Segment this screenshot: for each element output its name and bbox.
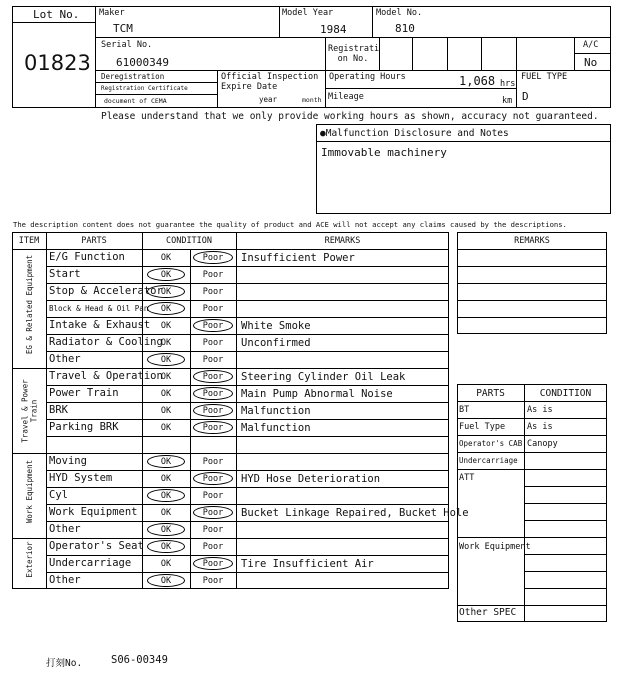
remark-text: Bucket Linkage Repaired, Bucket Hole [241,507,469,519]
group-rule [12,538,449,539]
group-label: EG & Related Equipment [24,254,34,354]
model-no-label: Model No. [376,8,423,18]
ok-option: OK [160,525,172,535]
remarks-rule [457,249,607,250]
parts-rule [457,435,607,436]
ok-circle-mark [147,455,185,468]
operating-hours-value: 1,068 [459,74,496,88]
group-label: Travel & Power Train [20,378,38,443]
year-label: year [259,95,278,104]
row-rule [46,283,449,284]
poor-option: Poor [202,321,224,331]
ok-circle-mark [147,285,185,298]
table-rule [12,249,449,250]
part-name: Work Equipment [49,506,138,518]
deregistration-label: Deregistration [101,72,165,81]
right-part-name: BT [459,405,470,415]
poor-option: Poor [202,355,224,365]
group-label: Exterior [24,540,34,578]
ok-circle-mark [147,523,185,536]
part-name: BRK [49,404,68,416]
poor-circle-mark [193,557,233,570]
poor-option: Poor [202,457,224,467]
part-name: Power Train [49,387,119,399]
right-condition-header: CONDITION [539,388,592,399]
malfunction-title: ●Malfunction Disclosure and Notes [320,128,509,139]
remarks-rule [457,283,607,284]
lot-no-value: 01823 [24,51,91,75]
poor-option: Poor [202,491,224,501]
parts-rule [524,503,607,504]
remarks-rule [457,266,607,267]
parts-rule [524,571,607,572]
operating-hours-label: Operating Hours [329,72,406,82]
parts-rule [457,418,607,419]
inspection-label: Official Inspection Expire Date [221,72,319,92]
part-name: HYD System [49,472,113,484]
ok-option: OK [160,338,172,348]
row-rule [46,436,449,437]
ok-circle-mark [147,540,185,553]
poor-option: Poor [202,423,224,433]
part-name: Stop & Accelerator [49,285,163,297]
part-name: Other [49,353,81,365]
header-remarks: REMARKS [324,236,361,246]
remark-text: Malfunction [241,405,311,417]
poor-circle-mark [193,506,233,519]
right-part-condition: Canopy [527,439,558,449]
part-name: Intake & Exhaust [49,319,151,331]
poor-option: Poor [202,559,224,569]
poor-option: Poor [202,474,224,484]
row-rule [46,317,449,318]
row-rule [46,385,449,386]
maker-label: Maker [99,8,125,18]
remarks-rule [457,317,607,318]
row-rule [46,266,449,267]
row-rule [46,300,449,301]
ok-circle-mark [147,574,185,587]
remark-text: Tire Insufficient Air [241,558,374,570]
poor-option: Poor [202,525,224,535]
right-part-name: ATT [459,473,475,483]
cema-document-label: document of CEMA [104,97,167,105]
ok-option: OK [160,491,172,501]
poor-circle-mark [193,404,233,417]
ok-circle-mark [147,268,185,281]
poor-circle-mark [193,421,233,434]
remark-text: Main Pump Abnormal Noise [241,388,393,400]
part-name: Other [49,523,81,535]
parts-rule [524,588,607,589]
row-rule [46,419,449,420]
remark-text: Steering Cylinder Oil Leak [241,371,406,383]
poor-option: Poor [202,304,224,314]
ok-option: OK [160,355,172,365]
ac-value: No [584,56,598,69]
ok-circle-mark [147,489,185,502]
part-name: Other [49,574,81,586]
hrs-label: hrs [500,79,516,89]
right-remarks-header: REMARKS [514,236,550,246]
remark-text: Malfunction [241,422,311,434]
poor-option: Poor [202,338,224,348]
right-part-name: Operator's CAB [459,439,523,448]
parts-rule [457,452,607,453]
poor-circle-mark [193,251,233,264]
parts-rule [524,554,607,555]
ok-option: OK [160,253,172,263]
right-part-condition: As is [527,422,553,432]
table-column-rule [236,232,237,589]
row-rule [46,504,449,505]
part-name: Operator's Seat [49,540,144,552]
ok-option: OK [160,321,172,331]
stamp-no-label: 打刻No. [46,658,83,669]
model-year-label: Model Year [282,8,334,18]
ok-option: OK [160,576,172,586]
right-parts-header: PARTS [476,388,505,399]
remark-text: Insufficient Power [241,252,355,264]
parts-rule [524,520,607,521]
row-rule [46,572,449,573]
poor-option: Poor [202,372,224,382]
parts-rule [524,537,607,538]
serial-label: Serial No. [101,40,153,50]
ok-circle-mark [147,353,185,366]
part-name: Block & Head & Oil Pan [49,304,149,313]
maker-value: TCM [113,22,133,35]
poor-circle-mark [193,370,233,383]
group-rule [12,453,449,454]
stamp-no-value: S06-00349 [111,654,168,666]
right-part-name: Fuel Type [459,422,506,432]
model-no-value: 810 [395,22,415,35]
other-spec-label: Other SPEC [459,607,517,618]
lot-no-label: Lot No. [33,8,80,21]
poor-option: Poor [202,287,224,297]
ok-option: OK [160,508,172,518]
header-parts: PARTS [81,236,107,246]
malfunction-text: Immovable machinery [321,146,447,159]
ok-option: OK [160,542,172,552]
mileage-label: Mileage [328,92,364,102]
remark-text: Unconfirmed [241,337,311,349]
ok-option: OK [160,287,172,297]
work-equipment-label: Work Equipment [459,542,531,552]
part-name: Start [49,268,81,280]
part-name: Undercarriage [49,557,132,569]
part-name: E/G Function [49,251,125,263]
remarks-rule [457,300,607,301]
ac-label: A/C [583,40,599,50]
table-column-rule [46,232,47,589]
model-year-value: 1984 [320,23,347,36]
row-rule [46,487,449,488]
ok-option: OK [160,406,172,416]
ok-option: OK [160,457,172,467]
row-rule [46,470,449,471]
row-rule [46,402,449,403]
poor-option: Poor [202,406,224,416]
poor-option: Poor [202,542,224,552]
parts-rule [457,605,607,606]
poor-option: Poor [202,576,224,586]
ok-option: OK [160,372,172,382]
part-name: Moving [49,455,87,467]
ok-circle-mark [147,302,185,315]
row-rule [46,334,449,335]
disclaimer-text: The description content does not guarantee the quality of product and ACE will not accept any claims caused by the descriptions. [13,220,567,229]
header-item: ITEM [18,236,40,246]
ok-option: OK [160,474,172,484]
header-condition: CONDITION [165,236,213,246]
poor-circle-mark [193,472,233,485]
registration-certificate-label: Registration Certificate [101,85,188,92]
part-name: Radiator & Cooling [49,336,163,348]
parts-rule [524,486,607,487]
ok-option: OK [160,270,172,280]
parts-rule [457,537,524,538]
poor-circle-mark [193,387,233,400]
ok-option: OK [160,423,172,433]
remark-text: White Smoke [241,320,311,332]
part-name: Travel & Operation [49,370,163,382]
row-rule [46,521,449,522]
ok-option: OK [160,304,172,314]
month-label: month [302,96,322,104]
ok-option: OK [160,389,172,399]
poor-option: Poor [202,508,224,518]
part-name: Cyl [49,489,68,501]
hours-notice: Please understand that we only provide working hours as shown, accuracy not guaranteed. [101,111,599,122]
parts-rule [457,401,607,402]
group-rule [12,368,449,369]
fuel-type-label: FUEL TYPE [521,72,568,82]
right-part-condition: As is [527,405,553,415]
fuel-type-value: D [522,90,529,103]
row-rule [46,555,449,556]
part-name: Parking BRK [49,421,119,433]
parts-rule [457,469,607,470]
remark-text: HYD Hose Deterioration [241,473,381,485]
row-rule [46,351,449,352]
registration-label: Registrati on No. [328,44,380,64]
right-part-name: Undercarriage [459,456,518,465]
poor-option: Poor [202,253,224,263]
ok-option: OK [160,559,172,569]
km-label: km [502,96,513,106]
serial-value: 61000349 [116,56,169,69]
poor-circle-mark [193,319,233,332]
group-label: Work Equipment [24,459,34,523]
poor-option: Poor [202,389,224,399]
poor-option: Poor [202,270,224,280]
